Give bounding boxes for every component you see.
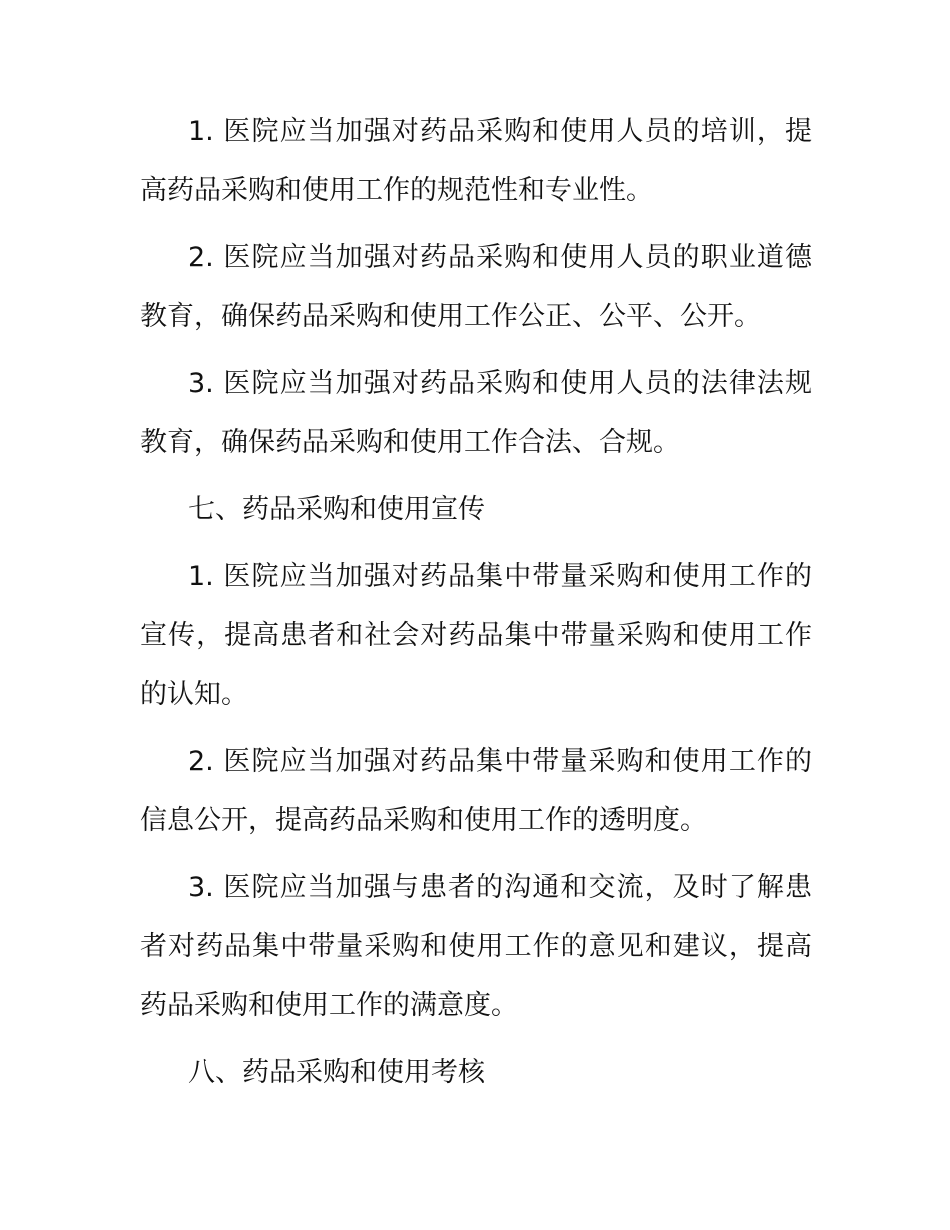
paragraph-publicity: 1. 医院应当加强对药品集中带量采购和使用工作的宣传，提高患者和社会对药品集中带量采购和使用工作的认知。 xyxy=(140,561,812,710)
paragraph-ethics-education: 2. 医院应当加强对药品采购和使用人员的职业道德教育，确保药品采购和使用工作公正、公平、公开。 xyxy=(140,242,812,332)
paragraph-information-disclosure: 2. 医院应当加强对药品集中带量采购和使用工作的信息公开，提高药品采购和使用工作的透明度。 xyxy=(140,746,812,836)
paragraph-legal-education: 3. 医院应当加强对药品采购和使用人员的法律法规教育，确保药品采购和使用工作合法、合规。 xyxy=(140,368,812,458)
paragraph-patient-communication: 3. 医院应当加强与患者的沟通和交流，及时了解患者对药品集中带量采购和使用工作的意见和建议，提高药品采购和使用工作的满意度。 xyxy=(140,872,812,1021)
section-heading-publicity: 七、药品采购和使用宣传 xyxy=(188,494,485,525)
section-heading-assessment: 八、药品采购和使用考核 xyxy=(188,1057,485,1088)
paragraph-training: 1. 医院应当加强对药品采购和使用人员的培训，提高药品采购和使用工作的规范性和专业性。 xyxy=(140,116,812,206)
document-body xyxy=(140,102,812,1110)
